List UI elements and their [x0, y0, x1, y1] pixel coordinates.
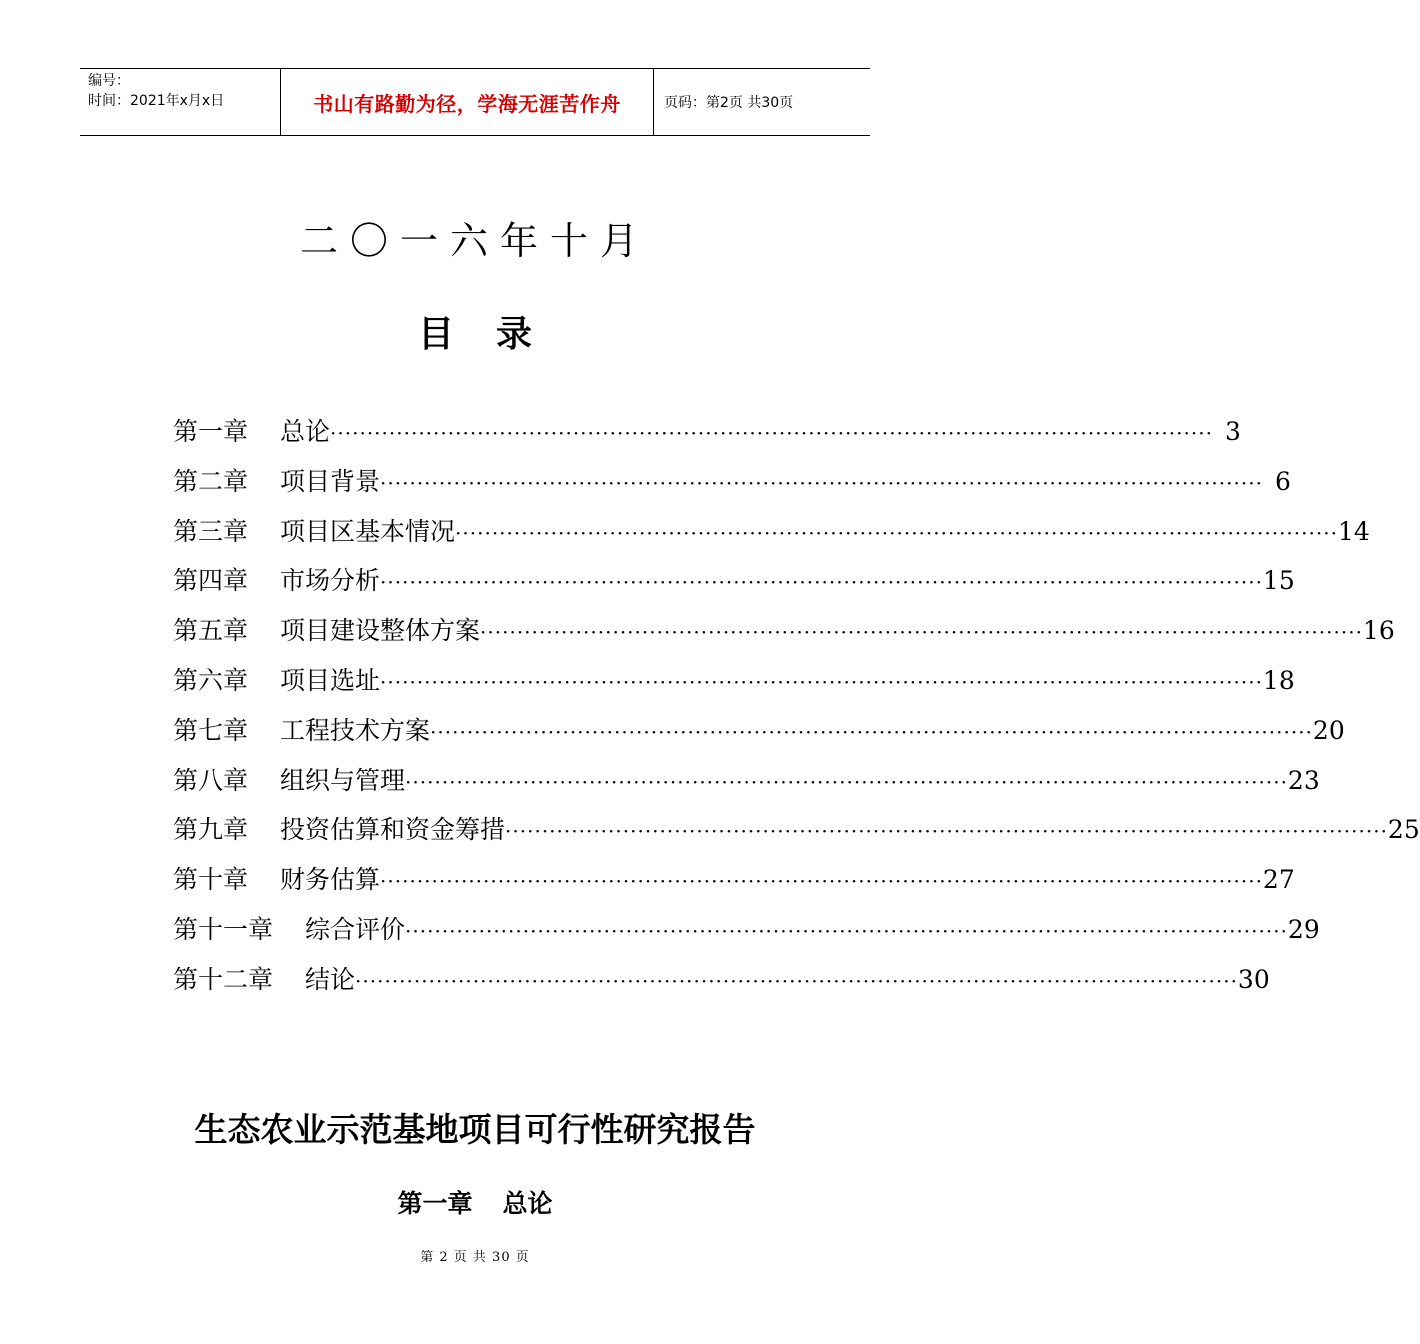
toc-entry-leader-dots: ························································································································	[380, 669, 1263, 694]
toc-entry-page: 30	[1237, 964, 1270, 994]
toc-entry-chapter: 第一章	[173, 417, 249, 446]
toc-entry-chapter: 第十章	[173, 865, 249, 895]
toc-entry-name: 组织与管理	[280, 765, 406, 795]
toc-entry-page: 15	[1262, 566, 1295, 596]
toc-title-part1: 目	[417, 314, 454, 355]
toc-entry-chapter: 第九章	[173, 815, 249, 845]
toc-entry[interactable]	[173, 761, 1320, 811]
toc-entry[interactable]	[173, 960, 1270, 1010]
header-page-info: 页码：第2页 共30页	[664, 95, 794, 111]
chapter-heading	[0, 1184, 950, 1220]
toc-entry-leader-dots: ························································································································	[455, 520, 1338, 545]
toc-entry-chapter: 第十一章	[173, 914, 274, 944]
toc-entry-chapter: 第六章	[173, 665, 249, 695]
toc-entry[interactable]	[173, 561, 1295, 611]
chapter-heading-name: 总论	[502, 1189, 553, 1218]
toc-entry-name: 项目建设整体方案	[280, 616, 481, 646]
toc-entry-chapter: 第二章	[173, 466, 249, 496]
report-title: 生态农业示范基地项目可行性研究报告	[194, 1110, 756, 1149]
toc-entry-leader-dots: ························································································································	[430, 719, 1313, 744]
toc-entry-name: 项目背景	[280, 466, 381, 496]
header-number-label: 编号：	[88, 73, 130, 89]
header-motto: 书山有路勤为径，学海无涯苦作舟	[281, 69, 654, 135]
toc-entry-page: 14	[1337, 516, 1370, 546]
toc-entry-page: 29	[1287, 914, 1320, 944]
table-of-contents	[173, 412, 1420, 1010]
chapter-heading-number: 第一章	[397, 1189, 473, 1218]
header-time-label: 时间：2021年x月x日	[88, 93, 225, 109]
toc-entry-leader-dots: ························································································································	[380, 570, 1263, 595]
toc-entry-name: 项目区基本情况	[280, 516, 456, 546]
date-line: 二〇一六年十月	[299, 219, 650, 263]
toc-title	[0, 306, 950, 357]
toc-entry[interactable]	[173, 611, 1395, 661]
toc-entry-chapter: 第七章	[173, 715, 249, 745]
header-meta-cell	[80, 69, 281, 135]
toc-entry[interactable]	[173, 512, 1370, 562]
toc-entry-name: 财务估算	[280, 865, 381, 895]
toc-entry[interactable]	[173, 412, 1241, 462]
toc-entry-page: 3	[1225, 417, 1241, 446]
toc-entry-page: 6	[1275, 466, 1291, 496]
page-header	[80, 68, 870, 136]
toc-entry-page: 20	[1312, 715, 1345, 745]
toc-entry-leader-dots: ························································································································	[405, 769, 1288, 794]
toc-entry-chapter: 第十二章	[173, 964, 274, 994]
toc-entry[interactable]	[173, 462, 1291, 512]
toc-entry-leader-dots: ························································································································	[480, 620, 1363, 645]
toc-entry-name: 总论	[280, 417, 331, 446]
toc-entry-page: 18	[1262, 665, 1295, 695]
toc-entry-page: 25	[1387, 815, 1420, 845]
toc-entry[interactable]	[173, 860, 1295, 910]
toc-entry-page: 16	[1362, 616, 1395, 646]
toc-entry-page: 23	[1287, 765, 1320, 795]
toc-entry[interactable]	[173, 910, 1320, 960]
toc-entry-leader-dots: ························································································································	[405, 918, 1288, 943]
toc-entry-leader-dots: ························································································································	[505, 819, 1388, 844]
toc-entry-name: 市场分析	[280, 566, 381, 596]
toc-entry-chapter: 第八章	[173, 765, 249, 795]
page-footer: 第 2 页 共 30 页	[420, 1250, 530, 1265]
toc-title-part2: 录	[496, 314, 533, 355]
toc-entry-name: 投资估算和资金筹措	[280, 815, 506, 845]
toc-entry-leader-dots: ························································································································	[380, 470, 1263, 495]
toc-entry[interactable]	[173, 711, 1345, 761]
toc-entry-leader-dots: ························································································································	[330, 421, 1213, 445]
toc-entry-name: 综合评价	[305, 914, 406, 944]
toc-entry[interactable]	[173, 810, 1420, 860]
toc-entry-name: 工程技术方案	[280, 715, 431, 745]
toc-entry[interactable]	[173, 661, 1295, 711]
toc-entry-name: 项目选址	[280, 665, 381, 695]
toc-entry-page: 27	[1262, 865, 1295, 895]
toc-entry-leader-dots: ························································································································	[355, 968, 1238, 993]
toc-entry-chapter: 第五章	[173, 616, 249, 646]
toc-entry-name: 结论	[305, 964, 356, 994]
toc-entry-chapter: 第四章	[173, 566, 249, 596]
toc-entry-chapter: 第三章	[173, 516, 249, 546]
toc-entry-leader-dots: ························································································································	[380, 869, 1263, 894]
